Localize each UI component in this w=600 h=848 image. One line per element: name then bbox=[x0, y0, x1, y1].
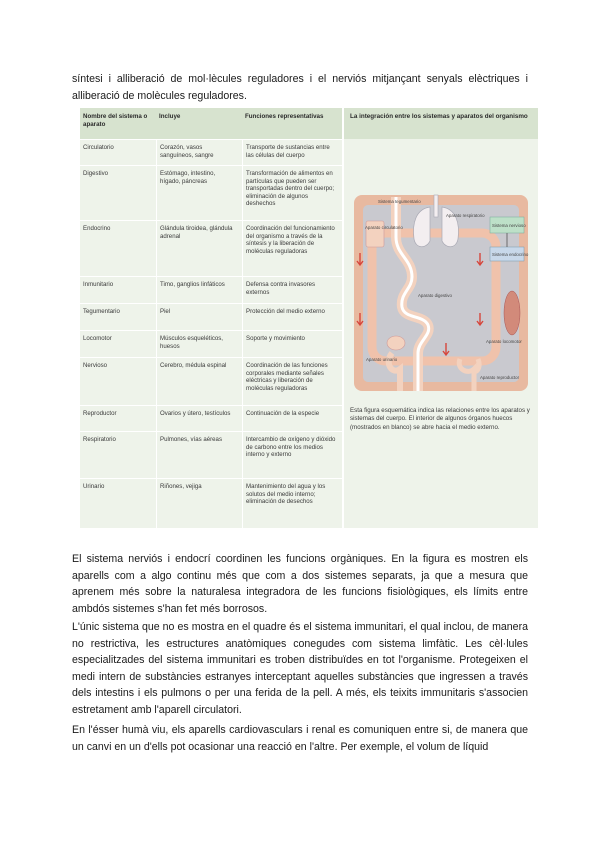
cell-functions: Coordinación del funcionamiento del organismo a través de la síntesis y la liberación de moléculas reguladoras bbox=[242, 221, 342, 277]
cell-includes: Timo, ganglios linfáticos bbox=[156, 277, 240, 304]
cell-includes: Piel bbox=[156, 304, 240, 331]
cell-functions: Protección del medio externo bbox=[242, 304, 342, 331]
cell-functions: Coordinación de las funciones corporales mediante señales eléctricas y liberación de moléculas reguladoras bbox=[242, 358, 342, 406]
label-urinary: Aparato urinario bbox=[366, 357, 398, 362]
cell-system-name: Nervioso bbox=[83, 362, 108, 369]
cell-system-name: Reproductor bbox=[83, 410, 117, 417]
table-row bbox=[80, 357, 342, 406]
kidney bbox=[387, 336, 405, 350]
cell-system-name: Tegumentario bbox=[83, 308, 120, 315]
diagram-title: La integración entre los sistemas y aparatos del organismo bbox=[350, 113, 528, 120]
cell-includes: Pulmones, vías aéreas bbox=[156, 432, 240, 479]
body-paragraph: El sistema nerviós i endocrí coordinen les funcions orgàniques. En la figura es mostren els aparells com a algo continu més que com a dos sistemes separats, ja que a mesura que aprenem més sobre la naturalesa integradora de les funcions fisiològiques, els límits entre ambdós sistemes s'han fet més borrosos. bbox=[72, 553, 528, 615]
cell-system-name: Urinario bbox=[83, 483, 105, 490]
header-functions: Funciones representativas bbox=[245, 113, 324, 120]
cell-functions: Transformación de alimentos en partículas que pueden ser transportadas dentro del cuerpo; eliminación de algunos deshechos bbox=[242, 166, 342, 221]
table-header bbox=[80, 108, 342, 139]
cell-system-name: Respiratorio bbox=[83, 436, 116, 443]
label-integumentary: Sistema tegumentario bbox=[378, 199, 421, 204]
cell-includes: Glándula tiroidea, glándula adrenal bbox=[156, 221, 240, 277]
table-row bbox=[80, 303, 342, 331]
header-includes: Incluye bbox=[159, 113, 181, 120]
table-row bbox=[80, 478, 342, 529]
diagram-header bbox=[344, 108, 538, 139]
cell-functions: Transporte de sustancias entre las células del cuerpo bbox=[242, 140, 342, 166]
table-row bbox=[80, 405, 342, 432]
header-system-name: Nombre del sistema o aparato bbox=[83, 113, 148, 128]
table-row bbox=[80, 431, 342, 479]
label-reproductive: Aparato reproductor bbox=[480, 375, 520, 380]
cell-functions: Mantenimiento del agua y los solutos del medio interno; eliminación de desechos bbox=[242, 479, 342, 529]
cell-includes: Riñones, vejiga bbox=[156, 479, 240, 529]
cell-system-name: Locomotor bbox=[83, 335, 112, 342]
cell-functions: Intercambio de oxígeno y dióxido de carbono entre los medios interno y externo bbox=[242, 432, 342, 479]
cell-functions: Defensa contra invasores externos bbox=[242, 277, 342, 304]
table-row bbox=[80, 330, 342, 358]
cell-includes: Estómago, intestino, hígado, páncreas bbox=[156, 166, 240, 221]
cell-system-name: Circulatorio bbox=[83, 144, 114, 151]
table-row bbox=[80, 139, 342, 166]
label-digestive: Aparato digestivo bbox=[418, 293, 452, 298]
cell-includes: Ovarios y útero, testículos bbox=[156, 406, 240, 432]
table-body bbox=[80, 139, 342, 528]
body-paragraph: En l'ésser humà viu, els aparells cardiovasculars i renal es comuniquen entre si, de manera que un canvi en un d'ells pot ocasionar una reacció en l'altre. Per exemple, el volum de líquid bbox=[72, 724, 528, 753]
cell-includes: Corazón, vasos sanguíneos, sangre bbox=[156, 140, 240, 166]
cell-system-name: Digestivo bbox=[83, 170, 109, 177]
table-row bbox=[80, 165, 342, 221]
body-systems-diagram bbox=[352, 193, 530, 393]
locomotor-muscle bbox=[504, 291, 520, 335]
cell-system-name: Endocrino bbox=[83, 225, 111, 232]
label-respiratory: Aparato respiratorio bbox=[446, 213, 485, 218]
diagram-panel bbox=[344, 139, 538, 528]
table-row bbox=[80, 276, 342, 304]
label-endocrine: Sistema endocrino bbox=[492, 252, 529, 257]
cell-system-name: Inmunitario bbox=[83, 281, 114, 288]
cell-functions: Continuación de la especie bbox=[242, 406, 342, 432]
systems-table bbox=[80, 108, 342, 528]
body-paragraph: L'únic sistema que no es mostra en el quadre és el sistema immunitari, el qual inclou, de manera no restrictiva, les estructures anatòmiques conegudes com sistema limfàtic. Les cèl·lules especialitzades del sistema immunitari es troben distribuïdes en tot l'organisme. Protegeixen el medi intern de substàncies estranyes interceptant aquelles substàncies que ingressen a través dels intestins i els pulmons o per una ferida de la pell. A més, els teixits immunitaris s'associen estretament amb l'aparell circulatori. bbox=[72, 621, 528, 716]
cell-functions: Soporte y movimiento bbox=[242, 331, 342, 358]
cell-includes: Cerebro, médula espinal bbox=[156, 358, 240, 406]
intro-paragraph: síntesi i alliberació de mol·lècules reguladores i el nerviós mitjançant senyals elèctriques i alliberació de molècules reguladores. bbox=[72, 73, 528, 102]
diagram-caption: Esta figura esquemática indica las relaciones entre los aparatos y sistemas del cuerpo. El interior de algunos órganos huecos (mostrados en blanco) se abre hacia el medio externo. bbox=[350, 407, 530, 431]
table-row bbox=[80, 220, 342, 277]
label-circulatory: Aparato circulatorio bbox=[365, 225, 403, 230]
label-locomotor: Aparato locomotor bbox=[486, 339, 522, 344]
cell-includes: Músculos esqueléticos, huesos bbox=[156, 331, 240, 358]
systems-figure bbox=[72, 106, 540, 530]
trachea bbox=[434, 195, 438, 217]
label-nervous: Sistema nervioso bbox=[492, 223, 526, 228]
